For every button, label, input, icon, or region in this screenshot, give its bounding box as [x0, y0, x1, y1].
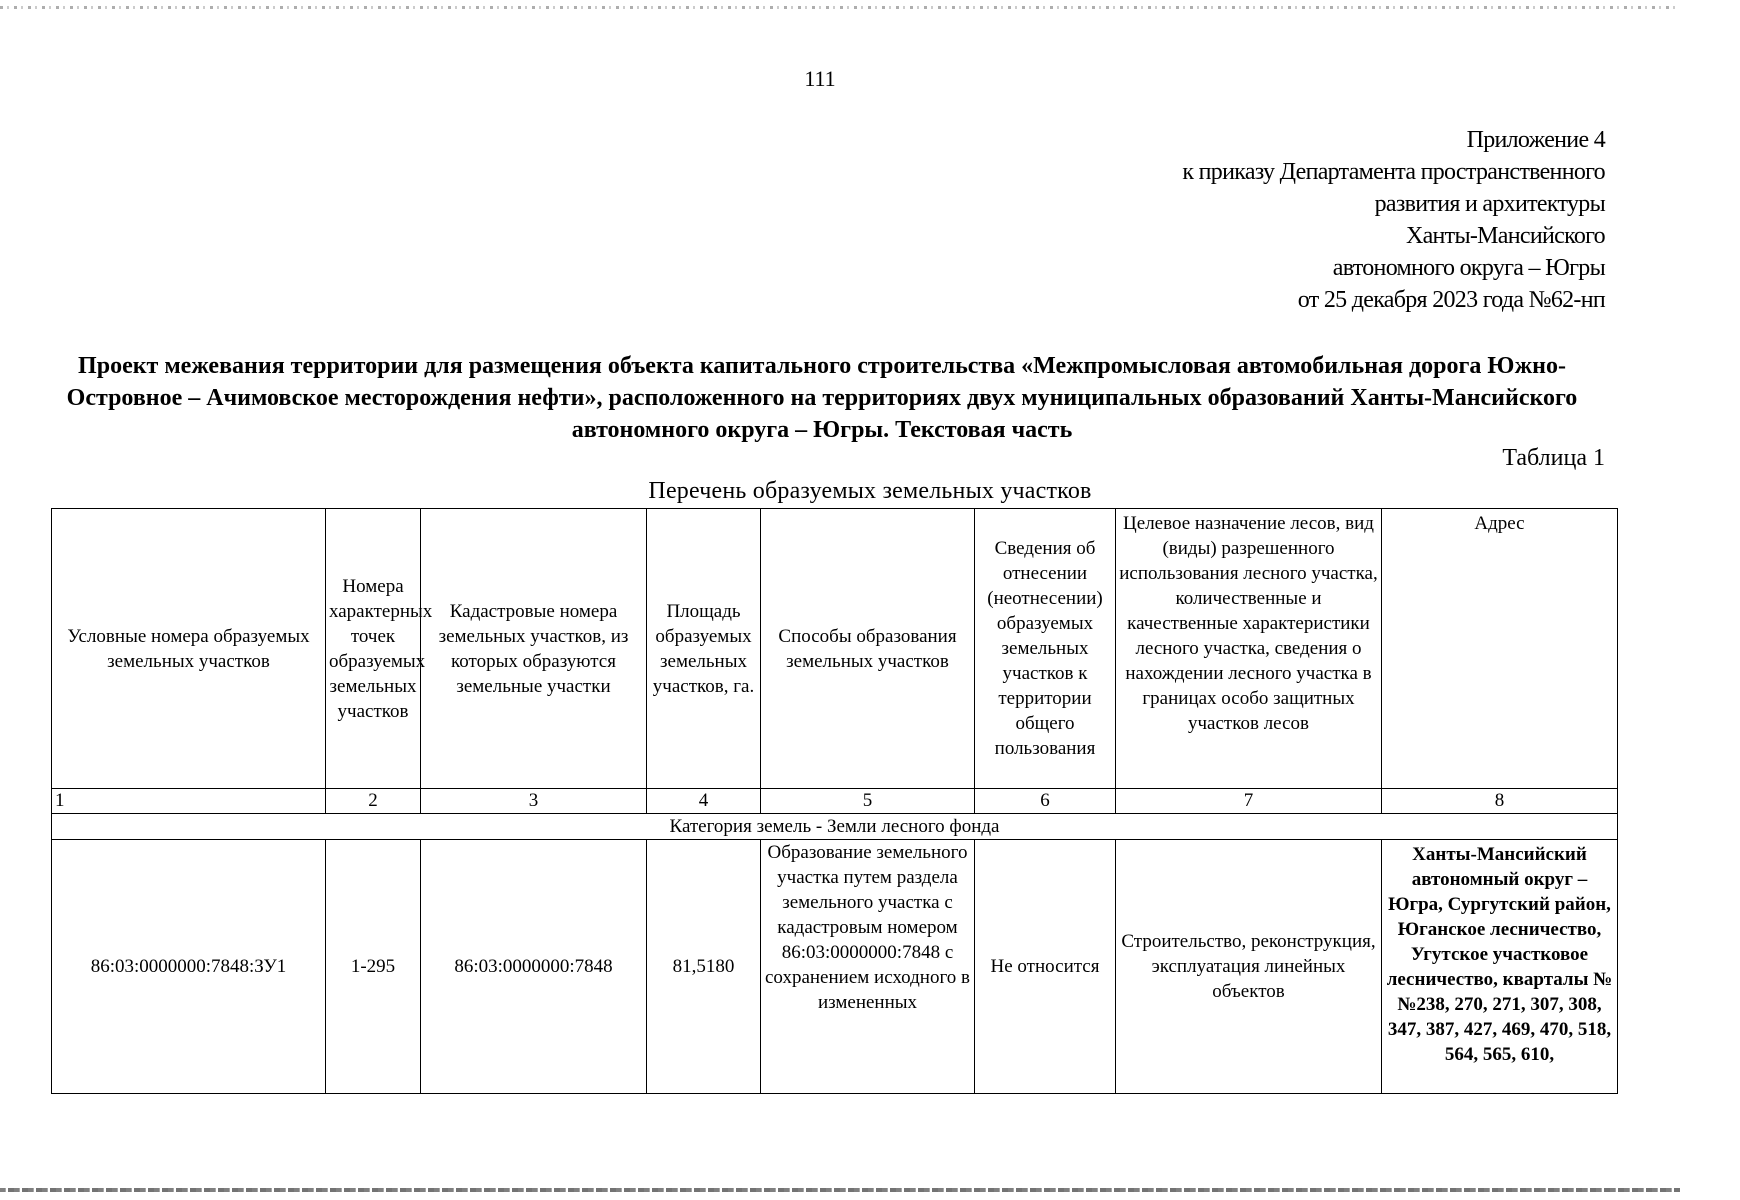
- column-number-cell: 3: [421, 789, 647, 814]
- column-number-cell: 6: [975, 789, 1116, 814]
- header-cell: Условные номера образуемых земельных участков: [52, 509, 326, 789]
- purpose-cell: Строительство, реконструкция, эксплуатация линейных объектов: [1116, 840, 1382, 1094]
- scan-artifact-top: [0, 6, 1680, 9]
- method-text: Образование земельного участка путем раздела земельного участка с кадастровым номером 86:03:0000000:7848 с сохранением исходного в измененных: [765, 842, 970, 1013]
- appendix-line: Ханты-Мансийского: [1405, 223, 1605, 249]
- column-number-cell: 8: [1382, 789, 1618, 814]
- method-cell: [761, 840, 975, 1094]
- appendix-line: от 25 декабря 2023 года №62-нп: [1297, 287, 1605, 313]
- header-cell: Площадь образуемых земельных участков, га.: [647, 509, 761, 789]
- header-cell: Целевое назначение лесов, вид (виды) разрешенного использования лесного участка, количественные и качественные характеристики лесного участка, сведения о нахождении лесного участка в границах особо защитных участков лесов: [1116, 509, 1382, 789]
- column-number-cell: 2: [326, 789, 421, 814]
- area-cell: 81,5180: [647, 840, 761, 1094]
- appendix-line: автономного округа – Югры: [1332, 255, 1605, 281]
- appendix-line: Приложение 4: [1466, 127, 1605, 153]
- header-cell: Способы образования земельных участков: [761, 509, 975, 789]
- appendix-block: [1182, 124, 1605, 316]
- table-label: Таблица 1: [1502, 445, 1605, 471]
- column-number-cell: 1: [52, 789, 326, 814]
- land-category-cell: Категория земель - Земли лесного фонда: [52, 814, 1618, 840]
- document-title: Проект межевания территории для размещения объекта капитального строительства «Межпромысловая автомобильная дорога Южно-Островное – Ачимовское месторождения нефти», расположенного на территориях двух муниципальных образований Ханты-Мансийского автономного округа – Югры. Текстовая часть: [66, 353, 1578, 443]
- table-header-row: [52, 509, 1618, 789]
- column-number-cell: 4: [647, 789, 761, 814]
- address-cell: [1382, 840, 1618, 1094]
- header-cell: Адрес: [1382, 509, 1618, 789]
- column-number-row: [52, 789, 1618, 814]
- land-category-row: [52, 814, 1618, 840]
- header-cell: Номера характерных точек образуемых земельных участков: [326, 509, 421, 789]
- points-cell: 1-295: [326, 840, 421, 1094]
- header-cell: Сведения об отнесении (неотнесении) образуемых земельных участков к территории общего пользования: [975, 509, 1116, 789]
- table-caption: Перечень образуемых земельных участков: [648, 478, 1092, 504]
- address-text: Ханты-Мансийский автономный округ – Югра, Сургутский район, Юганское лесничество, Угутское участковое лесничество, кварталы №№238, 270, 271, 307, 308, 347, 387, 427, 469, 470, 518, 564, 565, 610,: [1386, 844, 1613, 1065]
- table-row: [52, 840, 1618, 1094]
- appendix-line: развития и архитектуры: [1374, 191, 1605, 217]
- appendix-line: к приказу Департамента пространственного: [1182, 159, 1605, 185]
- source-cadastral-cell: 86:03:0000000:7848: [421, 840, 647, 1094]
- page-number: 111: [804, 66, 836, 91]
- column-number-cell: 7: [1116, 789, 1382, 814]
- column-number-cell: 5: [761, 789, 975, 814]
- public-use-cell: Не относится: [975, 840, 1116, 1094]
- land-plots-table: [51, 508, 1618, 1094]
- scan-artifact-bottom: [0, 1188, 1680, 1192]
- header-cell: Кадастровые номера земельных участков, из которых образуются земельные участки: [421, 509, 647, 789]
- plot-id-cell: 86:03:0000000:7848:ЗУ1: [52, 840, 326, 1094]
